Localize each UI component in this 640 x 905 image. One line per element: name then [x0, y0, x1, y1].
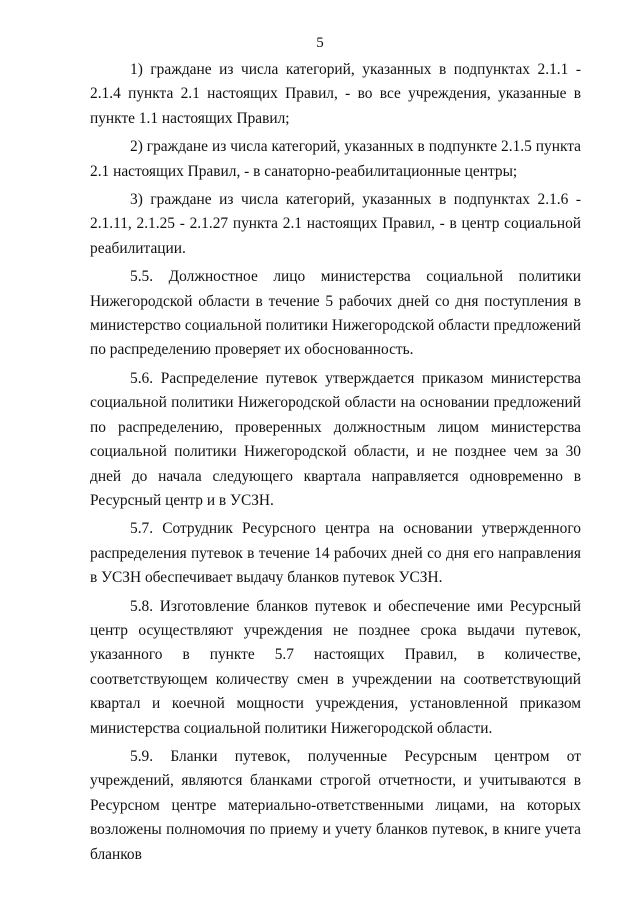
paragraph-5-7: 5.7. Сотрудник Ресурсного центра на основании утвержденного распределения путевок в течение 14 рабочих дней со дня его направления в УСЗН обеспечивает выдачу бланков путевок УСЗН. — [90, 520, 581, 587]
paragraph-5-5: 5.5. Должностное лицо министерства социальной политики Нижегородской области в течение 5 рабочих дней со дня поступления в министерство социальной политики Нижегородской области предложений по распределению проверяет их обоснованность. — [90, 268, 581, 359]
page-number: 5 — [316, 35, 324, 51]
paragraph-item-3: 3) граждане из числа категорий, указанных в подпунктах 2.1.6 - 2.1.11, 2.1.25 - 2.1.27 пункта 2.1 настоящих Правил, - в центр социальной реабилитации. — [90, 191, 581, 257]
paragraph-item-1: 1) граждане из числа категорий, указанных в подпунктах 2.1.1 - 2.1.4 пункта 2.1 настоящих Правил, - во все учреждения, указанные в пункте 1.1 настоящих Правил; — [90, 61, 581, 127]
paragraph-item-2: 2) граждане из числа категорий, указанных в подпункте 2.1.5 пункта 2.1 настоящих Правил, - в санаторно-реабилитационные центры; — [90, 138, 581, 180]
paragraph-5-6: 5.6. Распределение путевок утверждается приказом министерства социальной политики Нижегородской области на основании предложений по распределению, проверенных должностным лицом министерства социальной политики Нижегородской области, и не позднее чем за 30 дней до начала следующего квартала направляется одновременно в Ресурсный центр и в УСЗН. — [90, 369, 581, 509]
paragraph-5-9: 5.9. Бланки путевок, полученные Ресурсным центром от учреждений, являются бланками строгой отчетности, и учитываются в Ресурсном центре материально-ответственными лицами, на которых возложены полномочия по приему и учету бланков путевок, в книге учета бланков — [90, 747, 581, 863]
paragraph-5-8: 5.8. Изготовление бланков путевок и обеспечение ими Ресурсный центр осуществляют учреждения не позднее срока выдачи путевок, указанного в пункте 5.7 настоящих Правил, в количестве, соответствующем количеству смен в учреждении на соответствующий квартал и коечной мощности учреждения, установленной приказом министерства социальной политики Нижегородской области. — [90, 597, 581, 737]
document-body — [90, 58, 581, 867]
